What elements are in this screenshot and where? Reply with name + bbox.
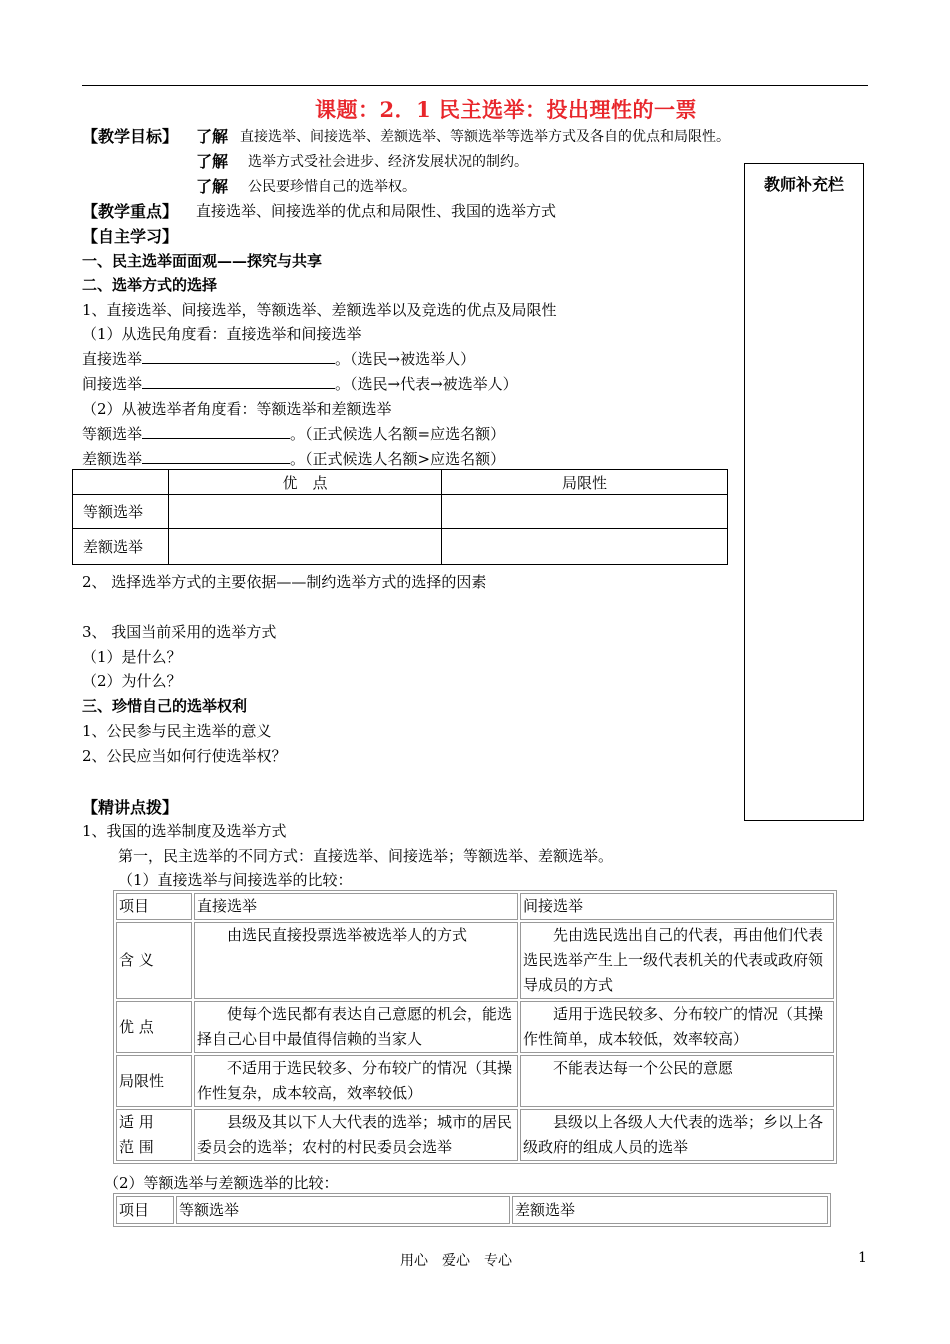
fill-label: 差额选举 bbox=[82, 450, 143, 468]
paragraph: （1）是什么？ bbox=[82, 648, 182, 666]
equal-diff-compare-table bbox=[113, 1193, 831, 1227]
goal-text: 直接选举、间接选举、差额选举、等额选举等选举方式及各自的优点和局限性。 bbox=[240, 129, 730, 145]
page-title: 课题：2．1 民主选举：投出理性的一票 bbox=[315, 97, 698, 122]
table-header-cell bbox=[73, 470, 169, 495]
footer-motto: 用心 爱心 专心 bbox=[400, 1253, 512, 1269]
fill-note: 。（选民→代表→被选举人） bbox=[335, 375, 518, 393]
paragraph: 1、我国的选举制度及选举方式 bbox=[82, 822, 287, 840]
table-cell: 使每个选民都有表达自己意愿的机会，能选择自己心目中最值得信赖的当家人 bbox=[194, 1001, 518, 1053]
self-study-label: 【自主学习】 bbox=[82, 227, 179, 246]
paragraph: （1）从选民角度看：直接选举和间接选举 bbox=[82, 325, 362, 343]
table-row-label: 优 点 bbox=[116, 1001, 192, 1053]
table-row-label: 含 义 bbox=[116, 922, 192, 999]
table-cell: 不能表达每一个公民的意愿 bbox=[520, 1055, 834, 1107]
table-cell: 先由选民选出自己的代表，再由他们代表选民选举产生上一级代表机关的代表或政府领导成员的方式 bbox=[520, 922, 834, 999]
section-heading: 三、珍惜自己的选举权利 bbox=[82, 697, 248, 715]
goal-verb: 了解 bbox=[196, 152, 229, 171]
paragraph: 1、公民参与民主选举的意义 bbox=[82, 722, 272, 740]
table-header-cell: 项目 bbox=[116, 1196, 174, 1224]
fill-note: 。（选民→被选举人） bbox=[335, 350, 476, 368]
answer-blank[interactable] bbox=[142, 374, 335, 389]
page-number: 1 bbox=[858, 1250, 867, 1266]
paragraph: 2、 选择选举方式的主要依据——制约选举方式的选择的因素 bbox=[82, 573, 487, 591]
answer-cell[interactable] bbox=[169, 529, 442, 565]
fill-label: 等额选举 bbox=[82, 425, 143, 443]
table-header-cell: 项目 bbox=[116, 893, 192, 920]
paragraph: （1）直接选举与间接选举的比较： bbox=[118, 871, 353, 889]
answer-blank[interactable] bbox=[142, 349, 335, 364]
focus-text: 直接选举、间接选举的优点和局限性、我国的选举方式 bbox=[196, 202, 557, 220]
fill-label: 直接选举 bbox=[82, 350, 143, 368]
direct-indirect-compare-table bbox=[113, 890, 837, 1164]
fill-label: 间接选举 bbox=[82, 375, 143, 393]
answer-cell[interactable] bbox=[442, 529, 728, 565]
goal-verb: 了解 bbox=[196, 127, 229, 146]
fill-note: 。（正式候选人名额=应选名额） bbox=[290, 425, 506, 443]
goal-text: 选举方式受社会进步、经济发展状况的制约。 bbox=[248, 154, 528, 170]
table-row-label: 差额选举 bbox=[73, 529, 169, 565]
table-header-cell: 直接选举 bbox=[194, 893, 518, 920]
answer-cell[interactable] bbox=[169, 495, 442, 529]
paragraph: 第一，民主选举的不同方式：直接选举、间接选举；等额选举、差额选举。 bbox=[118, 847, 614, 865]
top-rule bbox=[82, 85, 868, 86]
teacher-notes-box bbox=[744, 163, 864, 821]
focus-label: 【教学重点】 bbox=[82, 202, 179, 221]
teacher-notes-title: 教师补充栏 bbox=[763, 175, 844, 194]
table-header-cell: 差额选举 bbox=[512, 1196, 828, 1224]
paragraph: （2）等额选举与差额选举的比较： bbox=[104, 1174, 339, 1192]
table-header-cell: 等额选举 bbox=[176, 1196, 510, 1224]
election-pros-cons-table bbox=[72, 469, 728, 565]
answer-cell[interactable] bbox=[442, 495, 728, 529]
goal-text: 公民要珍惜自己的选举权。 bbox=[248, 179, 416, 195]
paragraph: （2）为什么？ bbox=[82, 672, 182, 690]
explain-label: 【精讲点拨】 bbox=[82, 798, 179, 817]
table-row-label: 局限性 bbox=[116, 1055, 192, 1107]
table-row-label: 等额选举 bbox=[73, 495, 169, 529]
fill-line-direct bbox=[82, 348, 475, 369]
fill-line-diff bbox=[82, 448, 505, 469]
fill-note: 。（正式候选人名额>应选名额） bbox=[290, 450, 506, 468]
fill-line-indirect bbox=[82, 373, 518, 394]
table-cell: 县级以上各级人大代表的选举；乡以上各级政府的组成人员的选举 bbox=[520, 1109, 834, 1161]
table-row-label: 适 用 范 围 bbox=[116, 1109, 192, 1161]
table-header-cell: 局限性 bbox=[442, 470, 728, 495]
section-heading: 一、民主选举面面观——探究与共享 bbox=[82, 252, 323, 270]
table-header-cell: 优 点 bbox=[169, 470, 442, 495]
section-heading: 二、选举方式的选择 bbox=[82, 276, 218, 294]
table-cell: 不适用于选民较多、分布较广的情况（其操作性复杂，成本较高，效率较低） bbox=[194, 1055, 518, 1107]
table-cell: 适用于选民较多、分布较广的情况（其操作性简单，成本较低，效率较高） bbox=[520, 1001, 834, 1053]
table-cell: 县级及其以下人大代表的选举；城市的居民委员会的选举；农村的村民委员会选举 bbox=[194, 1109, 518, 1161]
paragraph: 3、 我国当前采用的选举方式 bbox=[82, 623, 277, 641]
answer-blank[interactable] bbox=[142, 449, 290, 464]
goals-label: 【教学目标】 bbox=[82, 127, 179, 146]
table-cell: 由选民直接投票选举被选举人的方式 bbox=[194, 922, 518, 999]
answer-blank[interactable] bbox=[142, 424, 290, 439]
paragraph: 1、直接选举、间接选举，等额选举、差额选举以及竞选的优点及局限性 bbox=[82, 301, 557, 319]
paragraph: 2、公民应当如何行使选举权？ bbox=[82, 747, 287, 765]
goal-verb: 了解 bbox=[196, 177, 229, 196]
fill-line-equal bbox=[82, 423, 505, 444]
paragraph: （2）从被选举者角度看：等额选举和差额选举 bbox=[82, 400, 392, 418]
table-header-cell: 间接选举 bbox=[520, 893, 834, 920]
